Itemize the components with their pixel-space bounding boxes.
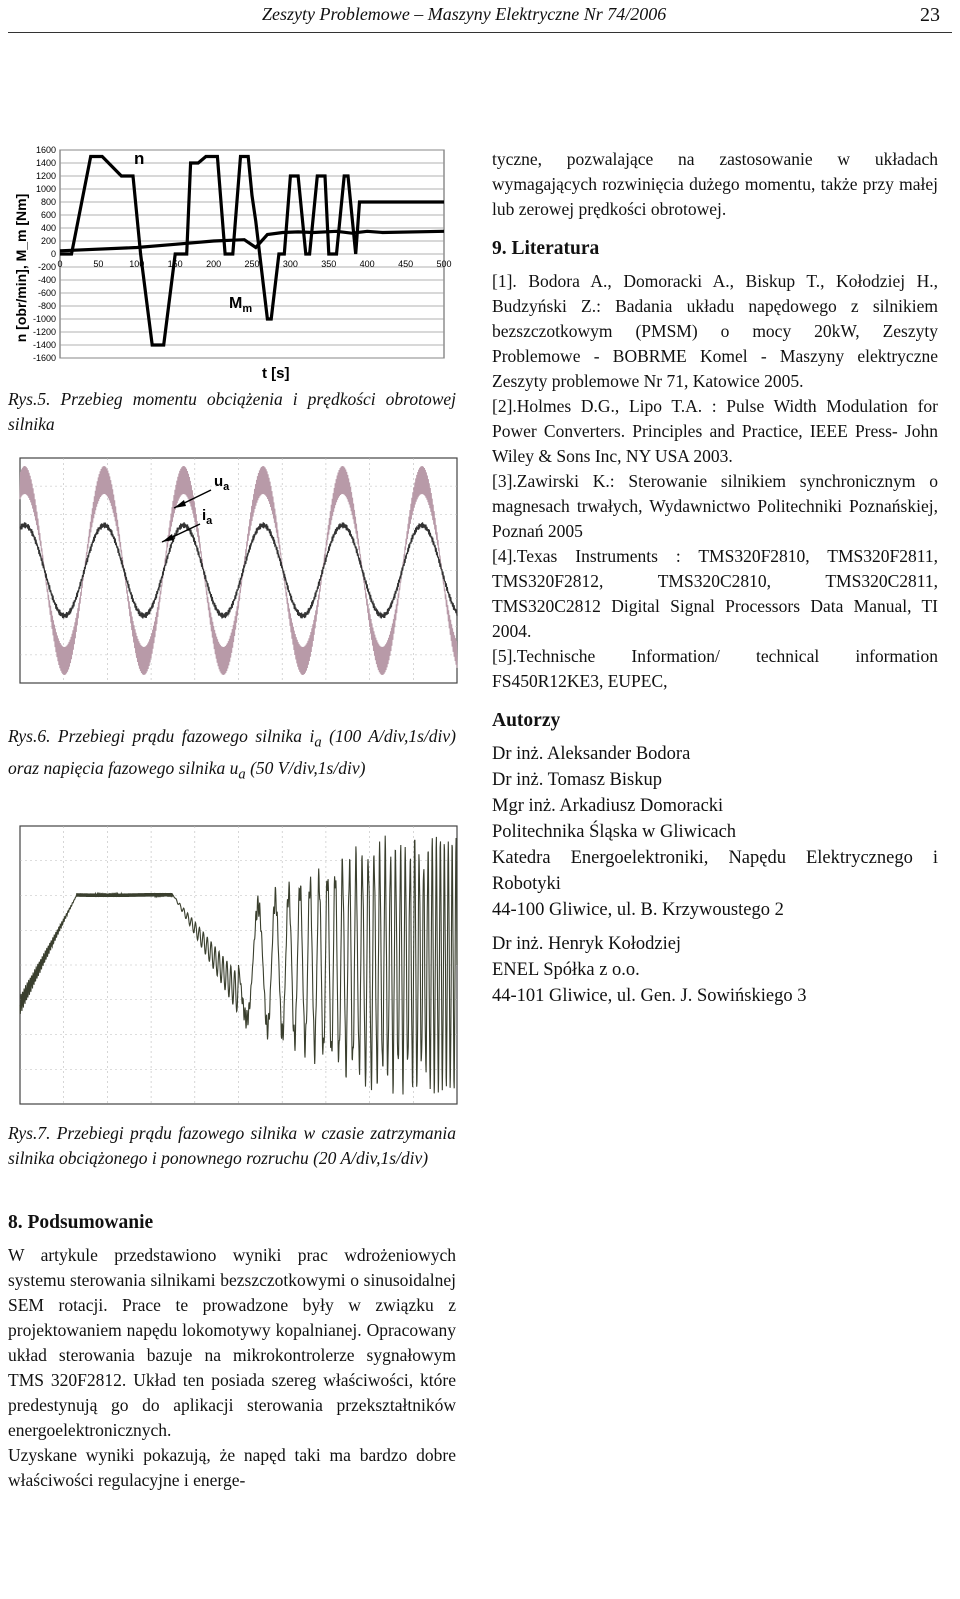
fig5-x-tick-label: 400 [359, 259, 375, 269]
fig5-y-tick-label: -1400 [32, 340, 56, 350]
author-line: ENEL Spółka z o.o. [492, 960, 640, 980]
fig5-x-tick-label: 200 [206, 259, 222, 269]
fig5-caption: Rys.5. Przebieg momentu obciążenia i prędkości obrotowej silnika [8, 389, 456, 434]
reference-1: [1]. Bodora A., Domoracki A., Biskup T., Kołodziej H., Budzyński Z.: Badania układu napędowego z silnikiem bezszczotkowym (PMSM) o mocy 20kW, Zeszyty Problemowe - BOBRME Komel - Maszyny elektryczne Zeszyty problemowe Nr 71, Katowice 2005. [492, 271, 938, 391]
author-line: 44-100 Gliwice, ul. B. Krzywoustego 2 [492, 900, 784, 920]
author-line: Politechnika Śląska w Gliwicach [492, 822, 737, 842]
author-line: Dr inż. Aleksander Bodora [492, 744, 691, 764]
fig5-x-tick-label: 500 [436, 259, 452, 269]
fig5-chart [4, 140, 464, 388]
page-header [0, 0, 960, 40]
summary-continuation: tyczne, pozwalające na zastosowanie w układach wymagających rozwinięcia dużego momentu, także przy małej lub zerowej prędkości obrotowej. [492, 149, 938, 219]
fig6-ua-label: $u_a$ [214, 473, 230, 493]
fig5-y-tick-label: 200 [40, 236, 56, 246]
fig5-y-tick-label: 1600 [35, 145, 56, 155]
fig5-y-tick-label: -1200 [32, 327, 56, 337]
fig5-x-axis-label: t [s] [262, 365, 290, 382]
fig5-y-ticks [33, 145, 56, 363]
fig5-y-tick-label: -600 [37, 288, 56, 298]
fig5-x-tick-label: 250 [244, 259, 260, 269]
author-line: Mgr inż. Arkadiusz Domoracki [492, 796, 724, 816]
section8-heading: 8. Podsumowanie [8, 1212, 154, 1233]
summary-paragraph-2: Uzyskane wyniki pokazują, że napęd taki ma bardzo dobre właściwości regulacyjne i energe- [8, 1445, 456, 1490]
author-line: Dr inż. Henryk Kołodziej [492, 934, 682, 954]
fig5-n-label: n [134, 149, 145, 168]
fig6-oscillogram [4, 450, 464, 690]
fig5-x-tick-label: 50 [93, 259, 104, 269]
fig5-x-tick-label: 450 [398, 259, 414, 269]
fig6-ia-label: $i_a$ [202, 507, 213, 527]
fig5-y-tick-label: 600 [40, 210, 56, 220]
fig5-y-tick-label: -400 [37, 275, 56, 285]
fig5-y-tick-label: -200 [37, 262, 56, 272]
fig6-caption: Rys.6. Przebiegi prądu fazowego silnika $i_a$ (100 A/div,1s/div) oraz napięcia fazowego silnika $u_a$ (50 V/div,1s/div) [8, 726, 457, 782]
authors-block-1 [492, 741, 938, 923]
fig5-x-tick-label: 100 [129, 259, 145, 269]
fig5-x-tick-label: 300 [282, 259, 298, 269]
section9-heading: 9. Literatura [492, 238, 600, 259]
fig5-y-tick-label: 1400 [35, 158, 56, 168]
authors-block-2 [492, 931, 938, 1009]
left-column [8, 1210, 456, 1493]
fig5-y-tick-label: 800 [40, 197, 56, 207]
fig5-y-tick-label: 400 [40, 223, 56, 233]
reference-4: [4].Texas Instruments : TMS320F2810, TMS320F2811, TMS320F2812, TMS320C2810, TMS320C2811, TMS320C2812 Digital Signal Processors Data Manual, TI 2004. [492, 546, 938, 641]
journal-title: Zeszyty Problemowe – Maszyny Elektryczne Nr 74/2006 [262, 4, 667, 24]
fig5-y-tick-label: -1000 [32, 314, 56, 324]
fig5-y-tick-label: 0 [50, 249, 56, 259]
fig5-x-tick-label: 350 [321, 259, 337, 269]
right-column [492, 147, 938, 1009]
page-number: 23 [920, 4, 940, 26]
fig5-y-tick-label: 1000 [35, 184, 56, 194]
header-rule [8, 32, 952, 33]
summary-paragraph-1: W artykule przedstawiono wyniki prac wdrożeniowych systemu sterowania silnikami bezszczotkowymi o sinusoidalnej SEM rotacji. Prace te prowadzone były w związku z projektowaniem napędu lokomotywy kopalnianej. Opracowany układ sterowania bazuje na mikrokontrolerze sygnałowym TMS 320F2812. Układ ten posiada szereg właściwości, które predestynują go do aplikacji sterowania przekształtników energoelektronicznych. [8, 1245, 456, 1440]
author-line: Dr inż. Tomasz Biskup [492, 770, 662, 790]
fig5-x-tick-label: 150 [167, 259, 183, 269]
fig7-oscillogram [4, 816, 464, 1112]
reference-3: [3].Zawirski K.: Sterowanie silnikiem synchronicznym o magnesach trwałych, Wydawnictwo Politechniki Poznańskiej, Poznań 2005 [492, 471, 938, 541]
fig5-y-tick-label: -1600 [32, 353, 56, 363]
author-line: Katedra Energoelektroniki, Napędu Elektrycznego i Robotyki [492, 848, 938, 894]
fig5-mm-label: $M_m$ [229, 295, 253, 315]
author-line: 44-101 Gliwice, ul. Gen. J. Sowińskiego 3 [492, 986, 807, 1006]
reference-5: [5].Technische Information/ technical information FS450R12KE3, EUPEC, [492, 646, 938, 691]
fig5-x-tick-label: 0 [57, 259, 63, 269]
authors-heading: Autorzy [492, 710, 561, 731]
fig5-y-tick-label: 1200 [35, 171, 56, 181]
fig5-y-tick-label: -800 [37, 301, 56, 311]
reference-2: [2].Holmes D.G., Lipo T.A. : Pulse Width Modulation for Power Converters. Principles and Practice, IEEE Press- John Wiley & Sons Inc, NY USA 2003. [492, 396, 938, 466]
fig5-y-axis-label: n [obr/min], M_m [Nm] [13, 193, 29, 343]
fig7-caption: Rys.7. Przebiegi prądu fazowego silnika w czasie zatrzymania silnika obciążonego i ponownego rozruchu (20 A/div,1s/div) [8, 1123, 456, 1168]
